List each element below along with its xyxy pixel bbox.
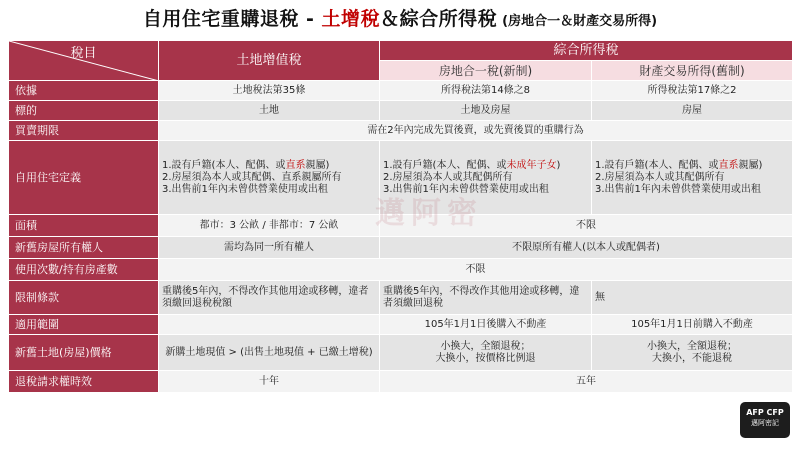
header-old-system: 財產交易所得(舊制) [592, 61, 793, 81]
target-new: 土地及房屋 [380, 101, 592, 121]
restriction-new: 重購後5年內，不得改作其他用途或移轉，違者須繳回退稅 [380, 281, 592, 315]
row-label-period: 買賣期限 [9, 121, 159, 141]
logo-line1: AFP CFP [746, 408, 784, 417]
table-row [9, 237, 793, 259]
definition-old: 1.設有戶籍(本人、配偶、或直系親屬) 2.房屋須為本人或其配偶所有 3.出售前1年內未曾供營業使用或出租 [592, 141, 793, 215]
table-row [9, 371, 793, 393]
owner-other: 不限原所有權人(以本人或配偶者) [380, 237, 793, 259]
area-other: 不限 [380, 215, 793, 237]
basis-old: 所得稅法第17條之2 [592, 81, 793, 101]
title-part2: 土增稅 [321, 8, 381, 30]
logo-line2: 邁阿密記 [751, 419, 779, 427]
row-label-basis: 依據 [9, 81, 159, 101]
row-label-restriction: 限制條款 [9, 281, 159, 315]
title-part1: 自用住宅重購退稅 - [142, 8, 322, 30]
price-old: 小換大，全額退稅； 大換小，不能退稅 [592, 335, 793, 371]
scope-old: 105年1月1日前購入不動產 [592, 315, 793, 335]
price-new: 小換大，全額退稅； 大換小，按價格比例退 [380, 335, 592, 371]
basis-land: 土地稅法第35條 [159, 81, 380, 101]
table-row [9, 281, 793, 315]
row-label-usage: 使用次數/持有房產數 [9, 259, 159, 281]
afp-cfp-logo [740, 402, 790, 438]
price-land: 新購土地現值 > (出售土地現值 + 已繳土增稅) [159, 335, 380, 371]
restriction-old: 無 [592, 281, 793, 315]
table-row [9, 101, 793, 121]
table-row [9, 335, 793, 371]
tax-comparison-table [8, 40, 793, 393]
header-income-tax: 綜合所得稅 [380, 41, 793, 61]
title-part3: ＆綜合所得稅 [380, 8, 498, 30]
definition-new: 1.設有戶籍(本人、配偶、或未成年子女) 2.房屋須為本人或其配偶所有 3.出售前1年內未曾供營業使用或出租 [380, 141, 592, 215]
table-row [9, 141, 793, 215]
header-category-label: 稅目 [70, 45, 97, 61]
statute-land: 十年 [159, 371, 380, 393]
row-label-statute: 退稅請求權時效 [9, 371, 159, 393]
owner-land: 需均為同一所有權人 [159, 237, 380, 259]
table-row [9, 81, 793, 101]
table-row [9, 121, 793, 141]
basis-new: 所得稅法第14條之8 [380, 81, 592, 101]
table-row [9, 215, 793, 237]
area-land: 都市：3 公畝 / 非都市：7 公畝 [159, 215, 380, 237]
page-title [0, 4, 800, 31]
row-label-definition: 自用住宅定義 [9, 141, 159, 215]
row-label-area: 面積 [9, 215, 159, 237]
definition-land: 1.設有戶籍(本人、配偶、或直系親屬) 2.房屋須為本人或其配偶、直系親屬所有 3.出售前1年內未曾供營業使用或出租 [159, 141, 380, 215]
usage-value: 不限 [159, 259, 793, 281]
row-label-owner: 新舊房屋所有權人 [9, 237, 159, 259]
header-land-tax: 土地增值稅 [159, 41, 380, 81]
title-subtitle: (房地合一＆財產交易所得) [502, 14, 658, 29]
row-label-price: 新舊土地(房屋)價格 [9, 335, 159, 371]
row-label-target: 標的 [9, 101, 159, 121]
table-row [9, 259, 793, 281]
scope-land [159, 315, 380, 335]
target-land: 土地 [159, 101, 380, 121]
statute-other: 五年 [380, 371, 793, 393]
scope-new: 105年1月1日後購入不動產 [380, 315, 592, 335]
table-row [9, 315, 793, 335]
header-category [9, 41, 159, 81]
header-new-system: 房地合一稅(新制) [380, 61, 592, 81]
target-old: 房屋 [592, 101, 793, 121]
row-label-scope: 適用範圍 [9, 315, 159, 335]
period-value: 需在2年內完成先買後賣，或先賣後買的重購行為 [159, 121, 793, 141]
restriction-land: 重購後5年內，不得改作其他用途或移轉，違者須繳回退稅稅額 [159, 281, 380, 315]
